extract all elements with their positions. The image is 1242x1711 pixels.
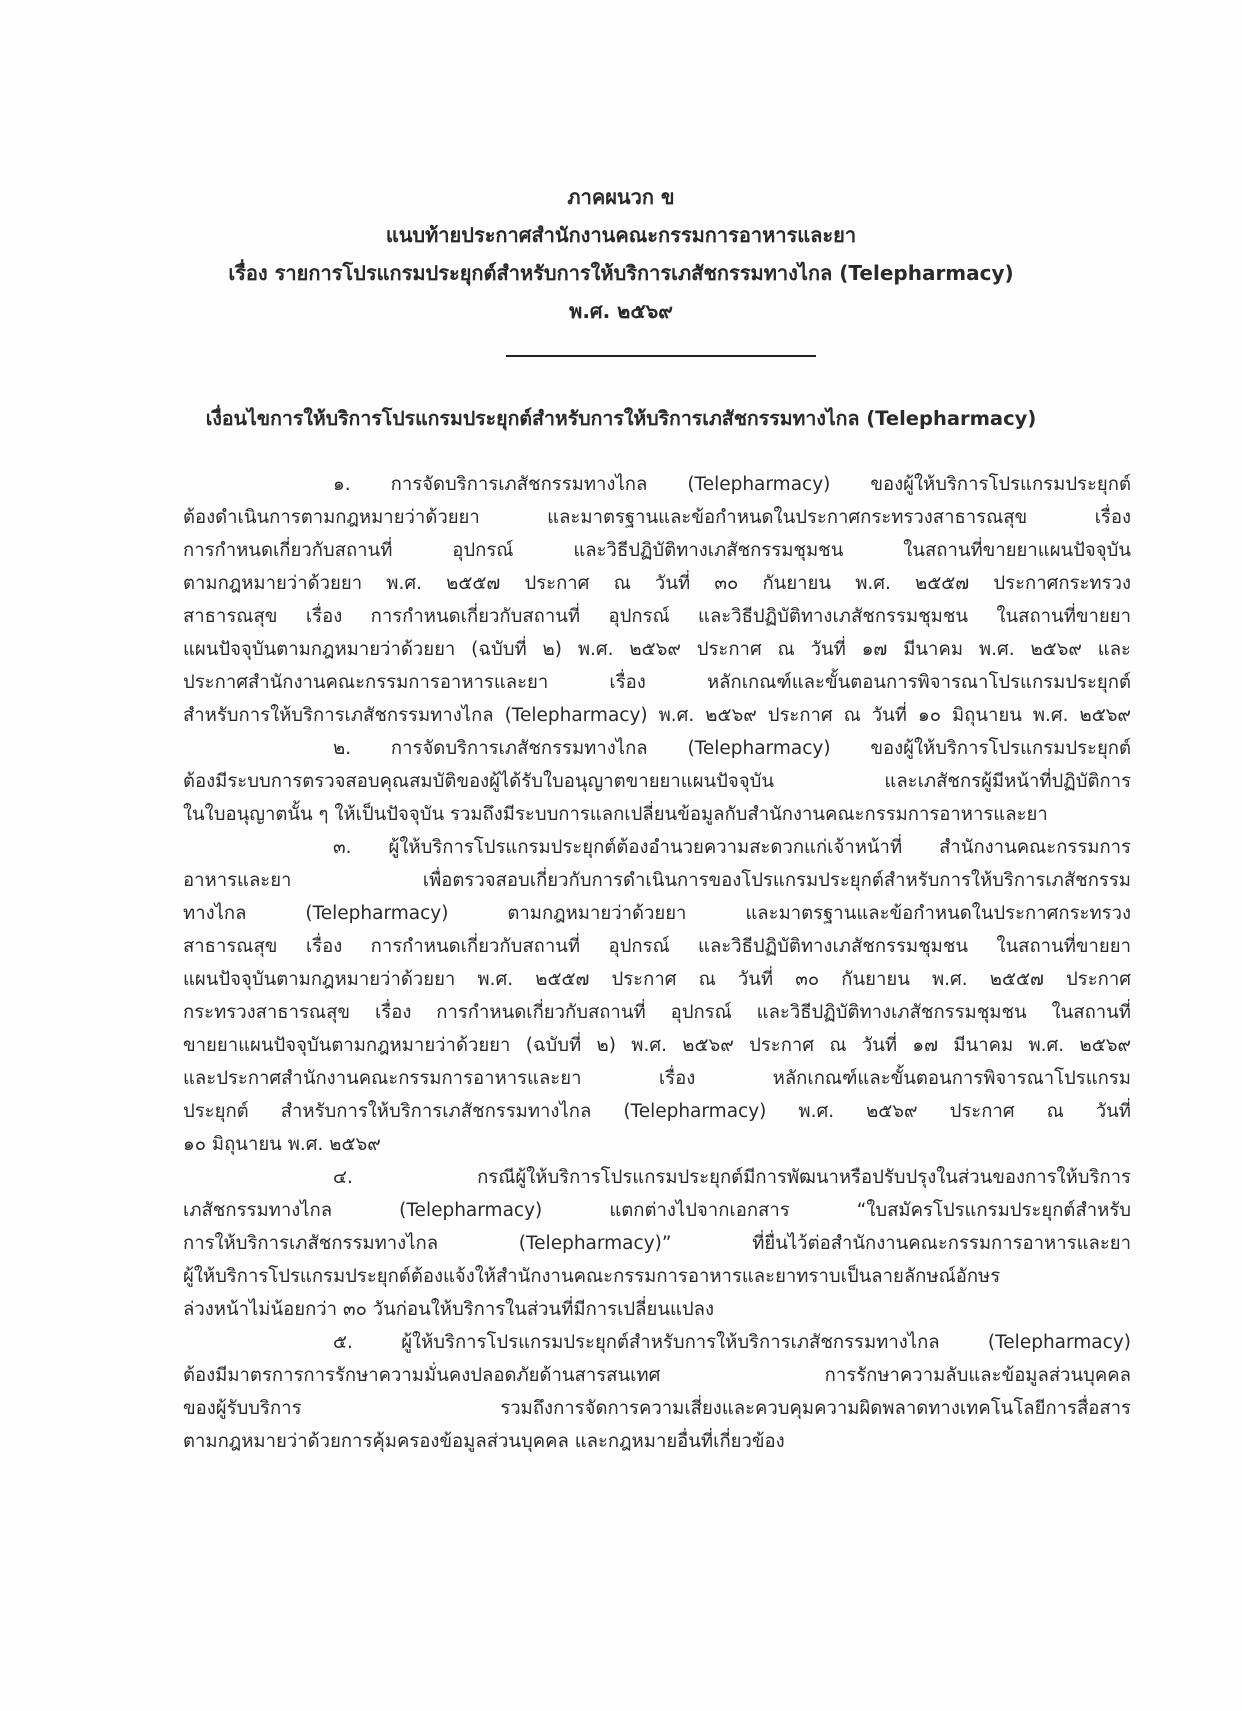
paragraph-5 <box>183 1326 1131 1458</box>
paragraph-line: สาธารณสุข เรื่อง การกำหนดเกี่ยวกับสถานที่ อุปกรณ์ และวิธีปฏิบัติทางเภสัชกรรมชุมชน ในสถานที่ขายยา <box>183 936 1131 957</box>
section-title: เงื่อนไขการให้บริการโปรแกรมประยุกต์สำหรับการให้บริการเภสัชกรรมทางไกล (Telepharmacy) <box>205 407 1037 430</box>
paragraph-line: ประยุกต์ สำหรับการให้บริการเภสัชกรรมทางไกล (Telepharmacy) พ.ศ. ๒๕๖๙ ประกาศ ณ วันที่ <box>183 1101 1131 1122</box>
paragraph-line: ล่วงหน้าไม่น้อยกว่า ๓๐ วันก่อนให้บริการในส่วนที่มีการเปลี่ยนแปลง <box>183 1299 715 1320</box>
paragraph-line: ตามกฎหมายว่าด้วยการคุ้มครองข้อมูลส่วนบุคคล และกฎหมายอื่นที่เกี่ยวข้อง <box>183 1431 785 1452</box>
paragraph-line: ของผู้รับบริการ รวมถึงการจัดการความเสี่ยงและควบคุมความผิดพลาดทางเทคโนโลยีการสื่อสาร <box>183 1398 1131 1419</box>
paragraph-line: ๑๐ มิถุนายน พ.ศ. ๒๕๖๙ <box>183 1134 381 1155</box>
document-body <box>183 468 1131 1458</box>
paragraph-line: ตามกฎหมายว่าด้วยยา พ.ศ. ๒๕๕๗ ประกาศ ณ วันที่ ๓๐ กันยายน พ.ศ. ๒๕๕๗ ประกาศกระทรวง <box>183 573 1131 594</box>
paragraph-line: อาหารและยา เพื่อตรวจสอบเกี่ยวกับการดำเนินการของโปรแกรมประยุกต์สำหรับการให้บริการเภสัชกรรม <box>183 870 1131 891</box>
paragraph-1 <box>183 468 1131 732</box>
paragraph-line: ๒. การจัดบริการเภสัชกรรมทางไกล (Telepharmacy) ของผู้ให้บริการโปรแกรมประยุกต์ <box>333 738 1131 759</box>
paragraph-line: สำหรับการให้บริการเภสัชกรรมทางไกล (Telepharmacy) พ.ศ. ๒๕๖๙ ประกาศ ณ วันที่ ๑๐ มิถุนายน พ.ศ. ๒๕๖๙ <box>183 705 1131 726</box>
paragraph-line: ต้องมีระบบการตรวจสอบคุณสมบัติของผู้ได้รับใบอนุญาตขายยาแผนปัจจุบัน และเภสัชกรผู้มีหน้าที่ปฏิบัติการ <box>183 771 1131 792</box>
paragraph-line: ๔. กรณีผู้ให้บริการโปรแกรมประยุกต์มีการพัฒนาหรือปรับปรุงในส่วนของการให้บริการ <box>333 1167 1131 1188</box>
paragraph-line: แผนปัจจุบันตามกฎหมายว่าด้วยยา พ.ศ. ๒๕๕๗ ประกาศ ณ วันที่ ๓๐ กันยายน พ.ศ. ๒๕๕๗ ประกาศ <box>183 969 1131 990</box>
appendix-label: ภาคผนวก ข <box>567 185 675 209</box>
paragraph-line: ผู้ให้บริการโปรแกรมประยุกต์ต้องแจ้งให้สำนักงานคณะกรรมการอาหารและยาทราบเป็นลายลักษณ์อักษร <box>183 1266 1001 1287</box>
paragraph-line: ๑. การจัดบริการเภสัชกรรมทางไกล (Telepharmacy) ของผู้ให้บริการโปรแกรมประยุกต์ <box>333 474 1131 495</box>
subject-line: เรื่อง รายการโปรแกรมประยุกต์สำหรับการให้บริการเภสัชกรรมทางไกล (Telepharmacy) <box>228 261 1014 285</box>
paragraph-line: และประกาศสำนักงานคณะกรรมการอาหารและยา เรื่อง หลักเกณฑ์และขั้นตอนการพิจารณาโปรแกรม <box>183 1068 1131 1089</box>
paragraph-line: ในใบอนุญาตนั้น ๆ ให้เป็นปัจจุบัน รวมถึงมีระบบการแลกเปลี่ยนข้อมูลกับสำนักงานคณะกรรมการอาหารและยา <box>183 804 1048 825</box>
paragraph-line: แผนปัจจุบันตามกฎหมายว่าด้วยยา (ฉบับที่ ๒) พ.ศ. ๒๕๖๙ ประกาศ ณ วันที่ ๑๗ มีนาคม พ.ศ. ๒๕๖๙ และ <box>183 639 1131 660</box>
paragraph-line: ทางไกล (Telepharmacy) ตามกฎหมายว่าด้วยยา และมาตรฐานและข้อกำหนดในประกาศกระทรวง <box>183 903 1131 924</box>
document-header <box>0 178 1242 330</box>
paragraph-line: การให้บริการเภสัชกรรมทางไกล (Telepharmacy)” ที่ยื่นไว้ต่อสำนักงานคณะกรรมการอาหารและยา <box>183 1233 1131 1254</box>
announcement-attachment-line: แนบท้ายประกาศสำนักงานคณะกรรมการอาหารและยา <box>385 223 857 247</box>
paragraph-line: ประกาศสำนักงานคณะกรรมการอาหารและยา เรื่อง หลักเกณฑ์และขั้นตอนการพิจารณาโปรแกรมประยุกต์ <box>183 672 1131 693</box>
year-line: พ.ศ. ๒๕๖๙ <box>569 299 673 323</box>
paragraph-line: การกำหนดเกี่ยวกับสถานที่ อุปกรณ์ และวิธีปฏิบัติทางเภสัชกรรมชุมชน ในสถานที่ขายยาแผนปัจจุบัน <box>183 540 1131 561</box>
paragraph-line: ขายยาแผนปัจจุบันตามกฎหมายว่าด้วยยา (ฉบับที่ ๒) พ.ศ. ๒๕๖๙ ประกาศ ณ วันที่ ๑๗ มีนาคม พ.ศ. ๒๕๖๙ <box>183 1035 1131 1056</box>
paragraph-line: ต้องมีมาตรการการรักษาความมั่นคงปลอดภัยด้านสารสนเทศ การรักษาความลับและข้อมูลส่วนบุคคล <box>183 1365 1131 1386</box>
paragraph-line: ๓. ผู้ให้บริการโปรแกรมประยุกต์ต้องอำนวยความสะดวกแก่เจ้าหน้าที่ สำนักงานคณะกรรมการ <box>333 837 1131 858</box>
header-divider <box>506 355 816 357</box>
paragraph-2 <box>183 732 1131 831</box>
paragraph-line: ต้องดำเนินการตามกฎหมายว่าด้วยยา และมาตรฐานและข้อกำหนดในประกาศกระทรวงสาธารณสุข เรื่อง <box>183 507 1131 528</box>
paragraph-line: สาธารณสุข เรื่อง การกำหนดเกี่ยวกับสถานที่ อุปกรณ์ และวิธีปฏิบัติทางเภสัชกรรมชุมชน ในสถานที่ขายยา <box>183 606 1131 627</box>
paragraph-line: กระทรวงสาธารณสุข เรื่อง การกำหนดเกี่ยวกับสถานที่ อุปกรณ์ และวิธีปฏิบัติทางเภสัชกรรมชุมชน ในสถานที่ <box>183 1002 1131 1023</box>
paragraph-line: ๕. ผู้ให้บริการโปรแกรมประยุกต์สำหรับการให้บริการเภสัชกรรมทางไกล (Telepharmacy) <box>333 1332 1131 1353</box>
paragraph-3 <box>183 831 1131 1161</box>
paragraph-line: เภสัชกรรมทางไกล (Telepharmacy) แตกต่างไปจากเอกสาร “ใบสมัครโปรแกรมประยุกต์สำหรับ <box>183 1200 1131 1221</box>
paragraph-4 <box>183 1161 1131 1326</box>
